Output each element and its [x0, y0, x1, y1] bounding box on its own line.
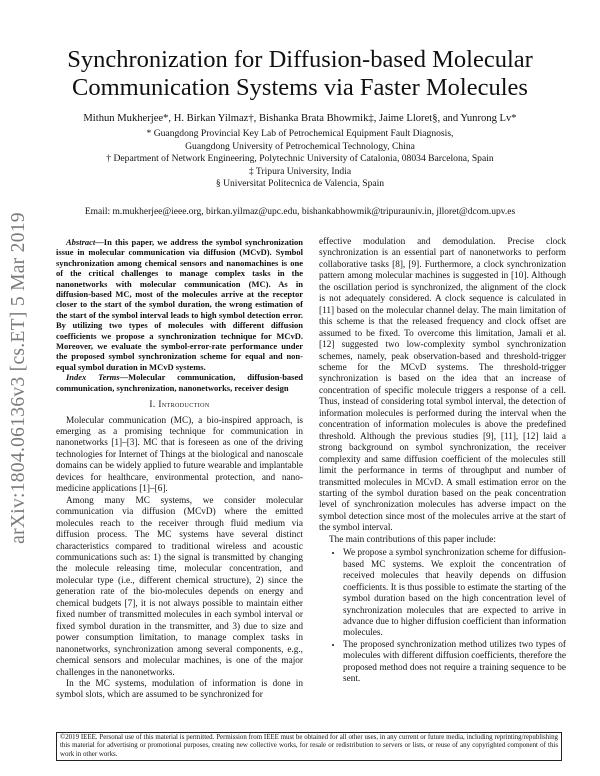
- section-numeral: I.: [149, 400, 156, 411]
- affiliations: [40, 128, 560, 191]
- section-title: Introduction: [158, 400, 210, 411]
- abstract-text: —In this paper, we address the symbol synchronization issue in molecular communication via diffusion (MCvD). Symbol synchronization among chemical sensors and nanomachines is one of the critical challenges to manage complex tasks in the nanonetworks with molecular communication (MC). As in diffusion-based MC, most of the molecules arrive at the receptor closer to the start of the symbol duration, the wrong estimation of the start of the symbol interval leads to high symbol detection error. By utilizing two types of molecules with different diffusion coefficients we propose a synchronization technique for MCvD. Moreover, we evaluate the symbol-error-rate performance under the proposed symbol synchronization scheme for equal and non-equal symbol duration in MCvD systems.: [56, 237, 303, 372]
- list-item: • We propose a symbol synchronization scheme for diffusion-based MC systems. We exploit the concentration of received molecules that heavily depends on diffusion coefficients. It is thus possible to estimate the starting of the symbol duration based on the high concentration level of synchronization molecules that are expected to arrive in advance due to higher diffusion coefficient than information molecules.: [343, 548, 566, 640]
- arxiv-watermark: [2, 188, 36, 568]
- affiliation-line: † Department of Network Engineering, Polytechnic University of Catalonia, 08034 Barcelona, Spain: [106, 153, 494, 165]
- right-column: [319, 237, 566, 686]
- left-column: [56, 237, 303, 702]
- index-terms-text: —Molecular communication, diffusion-based communication, synchronization, nanonetworks, receiver design: [56, 372, 303, 393]
- paragraph: The main contributions of this paper include:: [329, 534, 496, 545]
- index-terms-label: Index Terms: [66, 372, 120, 383]
- paragraph: effective modulation and demodulation. Precise clock synchronization is an essential part of nanonetworks to perform collaborative tasks [8], [9]. Furthermore, a clock synchronization pattern among molecular machines is suggested in [10]. Although the oscillation period is synchronized, the alignment of the clock is not adequately considered. A clock sequence is calculated in [11] based on the molecular channel delay. The main limitation of this scheme is that the released frequency and clock offset are assumed to be fixed. To overcome this limitation, Jamali et al. [12] suggested two low-complexity symbol synchronization schemes, namely, peak observation-based and threshold-trigger scheme for the MCvD systems. The threshold-trigger synchronization is based on the idea that an increase of concentration of specific molecule triggers a response of a cell. Thus, instead of considering total symbol interval, the detection of information molecules is performed during the interval when the concentration of information molecules is above the predefined threshold. Although the previous studies [9], [11], [12] laid a strong background on symbol synchronization, the receiver complexity and same diffusion coefficient of the molecules still limit the performance in terms of throughput and number of transmitted molecules in MCvD. A small estimation error on the starting of the symbol duration based on the peak concentration level of synchronization molecules has adverse impact on the symbol detection since most of the molecules arrive at the start of the symbol interval.: [319, 237, 566, 534]
- paragraph: Among many MC systems, we consider molecular communication via diffusion (MCvD) where the emitted molecules reach to the receiver through fluid medium via diffusion process. The MC systems have several distinct characteristics compared to traditional wireless and acoustic communications such as: 1) the signal is transmitted by changing the molecule releasing time, molecular concentration, and molecular type (i.e., different chemical structure), 2) since the generation rate of the bio-molecules depends on energy and chemical budgets [7], it is not always possible to maintain either fixed number of transmitted molecules in each symbol interval or fixed symbol duration in the transmitter, and 3) due to size and power consumption limitation, to manage complex tasks in nanonetworks, synchronization among several components, e.g., chemical sensors and molecular machines, is one of the major challenges in the nanonetworks.: [56, 495, 303, 678]
- affiliation-line: Guangdong University of Petrochemical Technology, China: [185, 140, 415, 152]
- author-list: Mithun Mukherjee*, H. Birkan Yilmaz†, Bishanka Brata Bhowmik‡, Jaime Lloret§, and Yunrong Lv*: [83, 113, 517, 124]
- section-heading: [56, 400, 303, 411]
- affiliation-line: § Universitat Politecnica de Valencia, Spain: [215, 178, 385, 190]
- copyright-notice: ©2019 IEEE. Personal use of this material is permitted. Permission from IEEE must be obtained for all other uses, in any current or future media, including reprinting/republishing this material for advertising or promotional purposes, creating new collective works, for resale or redistribution to servers or lists, or reuse of any copyrighted component of this work in other works.: [56, 732, 562, 761]
- abstract: [56, 237, 303, 372]
- paper-title: [40, 46, 560, 102]
- list-item: • The proposed synchronization method utilizes two types of molecules with different diffusion coefficients, therefore the proposed method does not require a training sequence to be sent.: [343, 640, 566, 686]
- contributions-list: [319, 548, 566, 685]
- paragraph: Molecular communication (MC), a bio-inspired approach, is emerging as a promising technique for communication in nanonetworks [1]–[3]. MC that is foreseen as one of the driving technologies for Internet of Things at the biological and nanoscale domains can be widely applied to future wearable and implantable devices for healthcare, environmental protection, and nano-medicine applications [1]–[6].: [56, 415, 303, 495]
- email-line: Email: m.mukherjee@ieee.org, birkan.yilmaz@upc.edu, bishankabhowmik@tripurauniv.in, jlloret@dcom.upv.es: [84, 207, 516, 217]
- abstract-label: Abstract: [66, 237, 96, 247]
- affiliation-line: ‡ Tripura University, India: [248, 165, 352, 177]
- arxiv-id: arXiv:1804.06136v3 [cs.ET] 5 Mar 2019: [8, 212, 29, 544]
- title-line-1: Synchronization for Diffusion-based Molecular: [67, 46, 533, 73]
- title-line-2: Communication Systems via Faster Molecules: [72, 74, 528, 101]
- index-terms: [56, 372, 303, 393]
- affiliation-line: * Guangdong Provincial Key Lab of Petrochemical Equipment Fault Diagnosis,: [146, 128, 454, 139]
- paragraph: In the MC systems, modulation of information is done in symbol slots, which are assumed to be synchronized for: [56, 678, 303, 701]
